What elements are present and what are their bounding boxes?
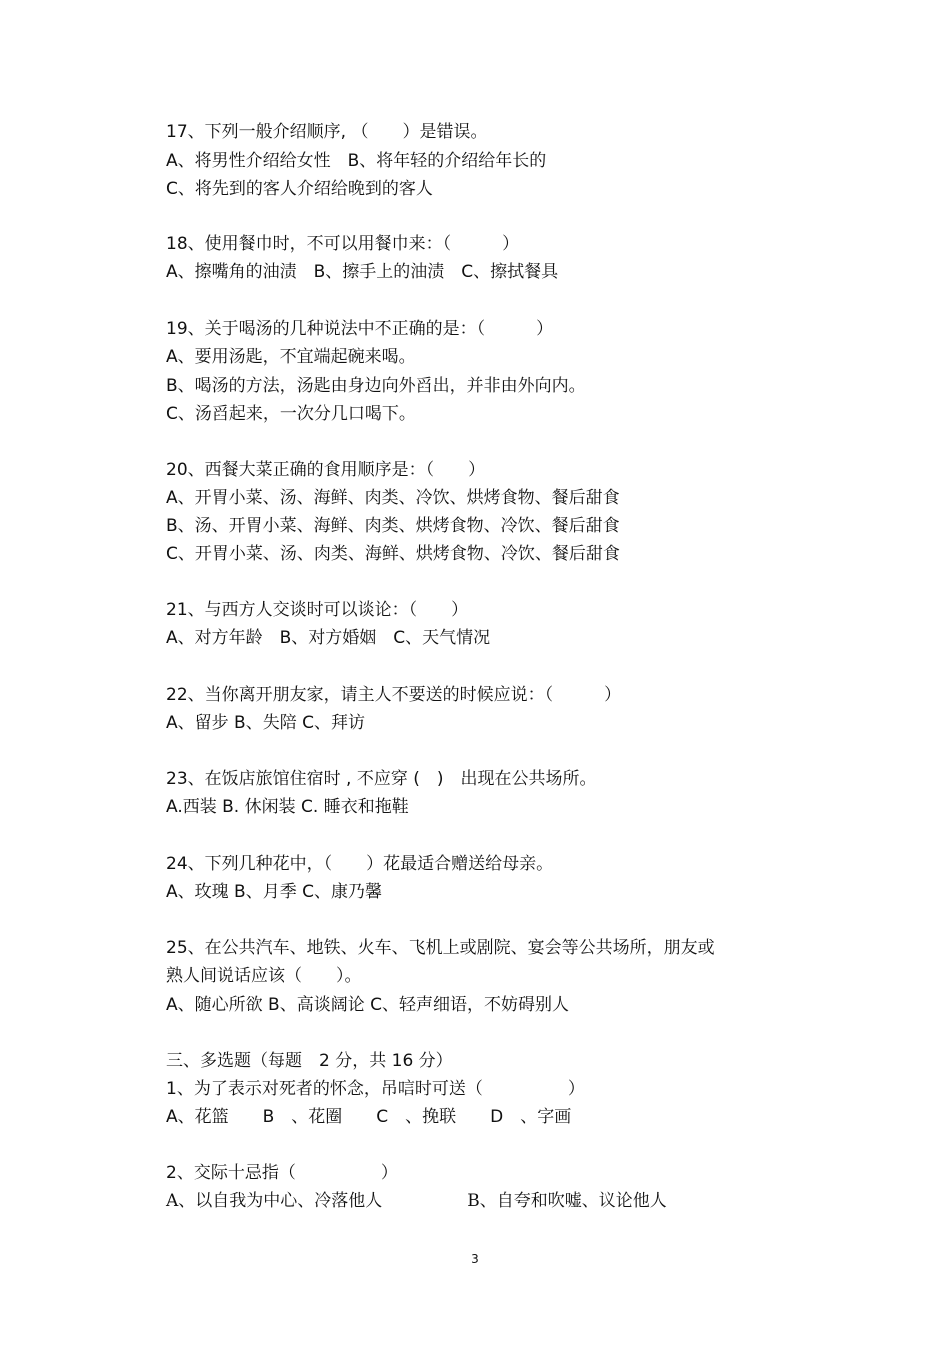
question-19-option-line-1: A、要用汤匙，不宜端起碗来喝。: [166, 347, 416, 367]
question-22-option-line-1: A、留步 B、失陪 C、拜访: [166, 713, 365, 733]
question-19-option-line-3: C、汤舀起来，一次分几口喝下。: [166, 404, 416, 424]
page-number: 3: [471, 1252, 479, 1266]
question-19-stem: 19、关于喝汤的几种说法中不正确的是：（ ）: [166, 319, 554, 339]
question-17-stem: 17、下列一般介绍顺序, （ ）是错误。: [166, 122, 488, 142]
question-18-option-line-1: A、擦嘴角的油渍 B、擦手上的油渍 C、擦拭餐具: [166, 262, 559, 282]
question-20-option-line-3: C、开胃小菜、汤、肉类、海鲜、烘烤食物、冷饮、餐后甜食: [166, 544, 620, 564]
multi-question-1-options: A、花篮 B 、花圈 C 、挽联 D 、字画: [166, 1107, 572, 1127]
multi-question-1-stem: 1、为了表示对死者的怀念，吊唁时可送（ ）: [166, 1079, 585, 1099]
question-17-option-line-1: A、将男性介绍给女性 B、将年轻的介绍给年长的: [166, 151, 547, 171]
question-23-option-line-1: A.西装 B. 休闲装 C. 睡衣和拖鞋: [166, 797, 409, 817]
multi-question-2-stem: 2、交际十忌指（ ）: [166, 1163, 398, 1183]
question-20-option-line-2: B、汤、开胃小菜、海鲜、肉类、烘烤食物、冷饮、餐后甜食: [166, 516, 620, 536]
question-20-option-line-1: A、开胃小菜、汤、海鲜、肉类、冷饮、烘烤食物、餐后甜食: [166, 488, 620, 508]
question-25-stem: 25、在公共汽车、地铁、火车、飞机上或剧院、宴会等公共场所，朋友或: [166, 938, 715, 958]
question-21-stem: 21、与西方人交谈时可以谈论：（ ）: [166, 600, 469, 620]
question-24-stem: 24、下列几种花中，（ ）花最适合赠送给母亲。: [166, 854, 554, 874]
question-24-option-line-1: A、玫瑰 B、月季 C、康乃馨: [166, 882, 382, 902]
multi-question-2-options: A、以自我为中心、冷落他人 B、自夸和吹嘘、议论他人: [166, 1191, 667, 1211]
question-17-option-line-2: C、将先到的客人介绍给晚到的客人: [166, 179, 433, 199]
question-20-stem: 20、西餐大菜正确的食用顺序是：（ ）: [166, 460, 486, 480]
question-22-stem: 22、当你离开朋友家，请主人不要送的时候应说：（ ）: [166, 685, 622, 705]
question-25-stem-continued: 熟人间说话应该（ ）。: [166, 966, 362, 986]
question-19-option-line-2: B、喝汤的方法，汤匙由身边向外舀出，并非由外向内。: [166, 376, 586, 396]
section-heading: 三、多选题（每题 2 分，共 16 分）: [166, 1051, 453, 1071]
question-18-stem: 18、使用餐巾时，不可以用餐巾来：（ ）: [166, 234, 520, 254]
question-25-option-line-1: A、随心所欲 B、高谈阔论 C、轻声细语，不妨碍别人: [166, 995, 569, 1015]
question-23-stem: 23、在饭店旅馆住宿时 , 不应穿 ( ) 出现在公共场所。: [166, 769, 597, 789]
question-21-option-line-1: A、对方年龄 B、对方婚姻 C、天气情况: [166, 628, 491, 648]
